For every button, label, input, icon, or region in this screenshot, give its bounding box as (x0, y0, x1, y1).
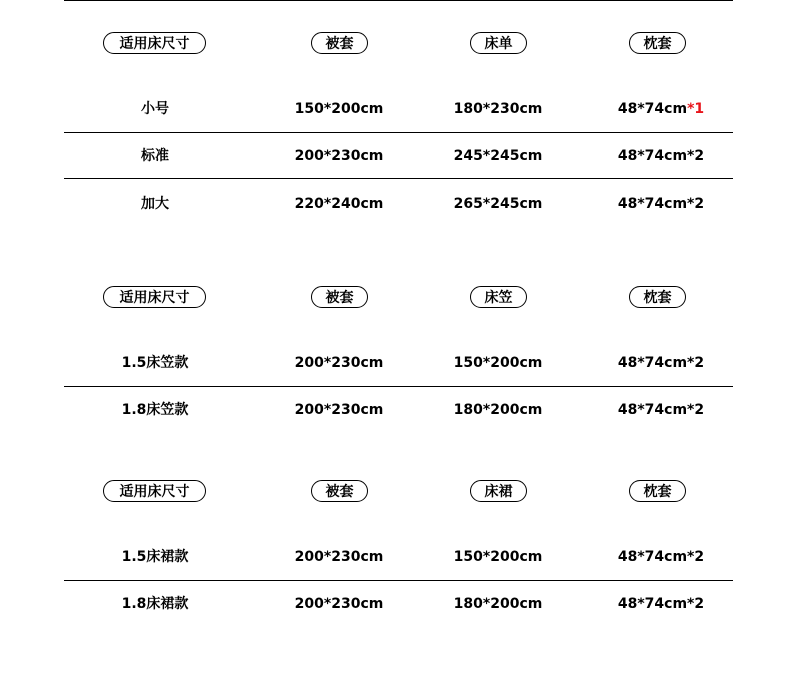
cell-duvet-cover: 200*230cm (294, 402, 384, 418)
cell-duvet-cover: 200*230cm (294, 596, 384, 612)
table-row (0, 194, 790, 214)
header-duvet-cover: 被套 (311, 32, 368, 54)
header-pillowcase: 枕套 (629, 480, 686, 502)
header-duvet-cover: 被套 (311, 286, 368, 308)
cell-bed-size: 1.5床裙款 (121, 549, 189, 565)
cell-pillowcase: 48*74cm*2 (617, 196, 705, 212)
table-header-row (0, 32, 790, 58)
table-row (0, 594, 790, 614)
cell-pillowcase: 48*74cm*2 (617, 402, 705, 418)
cell-duvet-cover: 220*240cm (294, 196, 384, 212)
cell-bed-sheet: 265*245cm (453, 196, 543, 212)
cell-bed-skirt: 180*200cm (453, 596, 543, 612)
header-bed-size: 适用床尺寸 (103, 32, 206, 54)
cell-bed-size: 1.8床裙款 (121, 596, 189, 612)
table-header-row (0, 286, 790, 312)
table-row (0, 99, 790, 119)
table-row (0, 400, 790, 420)
cell-pillowcase: 48*74cm*2 (617, 355, 705, 371)
header-pillowcase: 枕套 (629, 32, 686, 54)
cell-fitted-sheet: 180*200cm (453, 402, 543, 418)
row-divider (64, 178, 733, 179)
cell-duvet-cover: 150*200cm (294, 101, 384, 117)
table-row (0, 353, 790, 373)
cell-bed-size: 标准 (141, 148, 169, 164)
table-header-row (0, 480, 790, 506)
cell-duvet-cover: 200*230cm (294, 355, 384, 371)
header-bed-size: 适用床尺寸 (103, 480, 206, 502)
table-row (0, 547, 790, 567)
cell-fitted-sheet: 150*200cm (453, 355, 543, 371)
top-divider (64, 0, 733, 1)
pillowcase-size: 48*74cm (617, 101, 688, 117)
cell-bed-size: 小号 (141, 101, 169, 117)
cell-bed-sheet: 245*245cm (453, 148, 543, 164)
cell-pillowcase: 48*74cm*2 (617, 596, 705, 612)
cell-pillowcase (586, 99, 736, 119)
header-bed-size: 适用床尺寸 (103, 286, 206, 308)
table-row (0, 146, 790, 166)
pillowcase-quantity-highlight: *1 (687, 101, 705, 117)
row-divider (64, 580, 733, 581)
header-bed-skirt: 床裙 (470, 480, 527, 502)
cell-bed-size: 1.8床笠款 (121, 402, 189, 418)
row-divider (64, 386, 733, 387)
cell-duvet-cover: 200*230cm (294, 549, 384, 565)
cell-bed-skirt: 150*200cm (453, 549, 543, 565)
cell-pillowcase: 48*74cm*2 (617, 549, 705, 565)
cell-bed-sheet: 180*230cm (453, 101, 543, 117)
header-fitted-sheet: 床笠 (470, 286, 527, 308)
row-divider (64, 132, 733, 133)
header-pillowcase: 枕套 (629, 286, 686, 308)
cell-duvet-cover: 200*230cm (294, 148, 384, 164)
header-bed-sheet: 床单 (470, 32, 527, 54)
header-duvet-cover: 被套 (311, 480, 368, 502)
cell-pillowcase: 48*74cm*2 (617, 148, 705, 164)
cell-bed-size: 1.5床笠款 (121, 355, 189, 371)
cell-bed-size: 加大 (141, 196, 169, 212)
